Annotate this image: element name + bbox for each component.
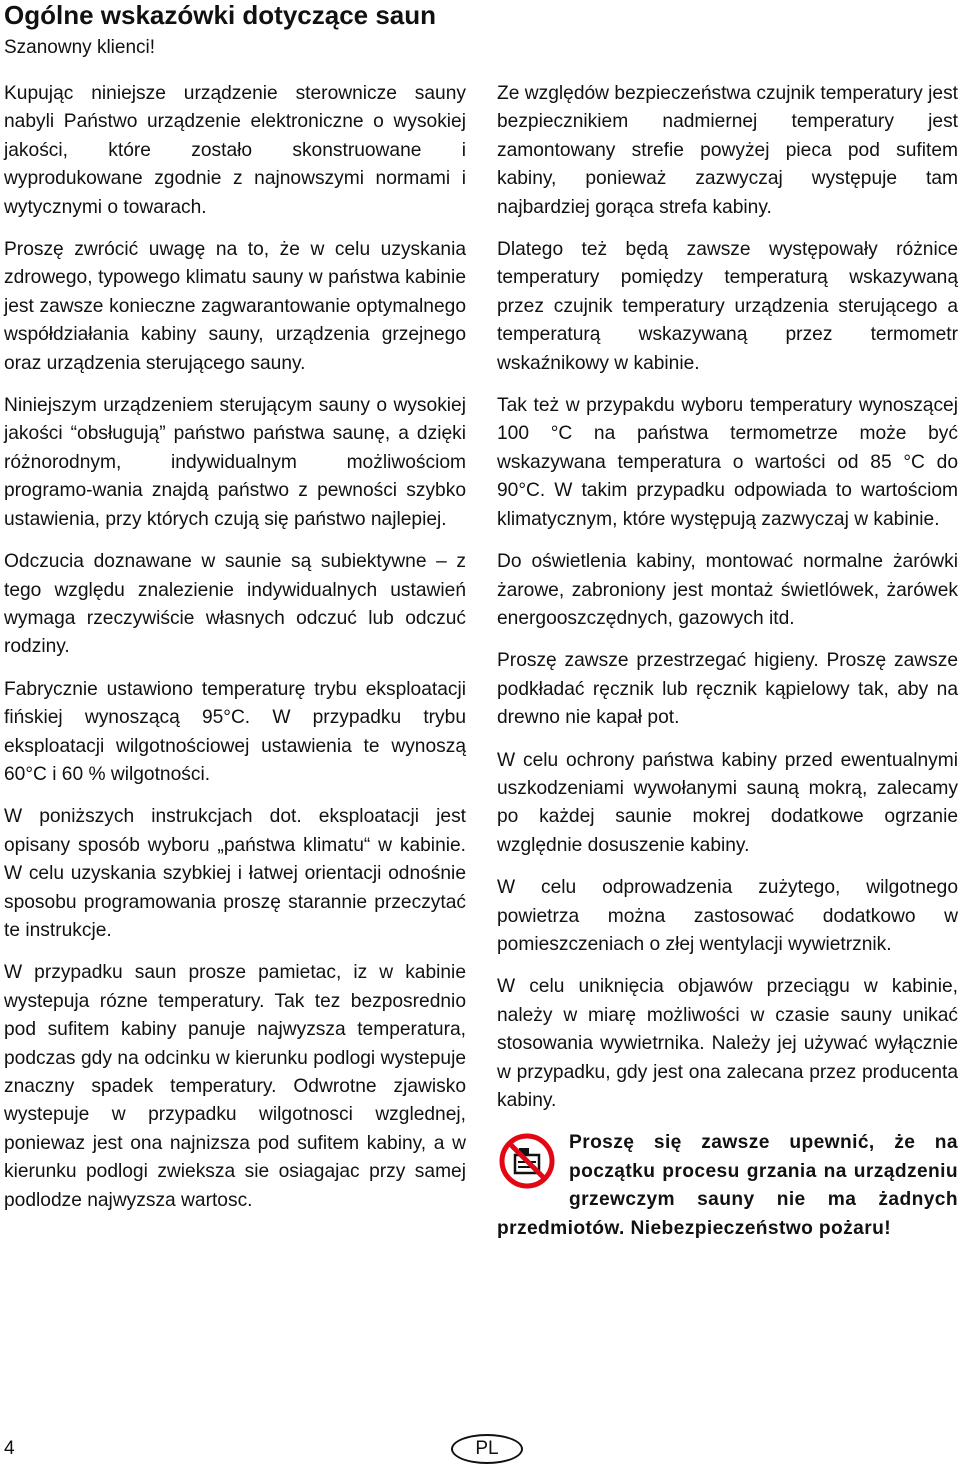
paragraph: W celu odprowadzenia zużytego, wilgotnego powietrza można zastosować dodatkowo w pomieszczeniach o złej wentylacji wywietrznik. — [497, 877, 958, 955]
paragraph: W poniższych instrukcjach dot. eksploatacji jest opisany sposób wyboru „państwa klimatu“ w kabinie. W celu uzyskania szybkiej i łatwej orientacji odnośnie sposobu programowania proszę starannie przeczytać te instrukcje. — [4, 806, 466, 941]
paragraph: W celu ochrony państwa kabiny przed ewentualnymi uszkodzeniami wywołanymi sauną mokrą, zalecamy po każdej saunie mokrej dodatkowe ogrzanie względnie dosuszenie kabiny. — [497, 749, 958, 856]
paragraph: Proszę zawsze przestrzegać higieny. Proszę zawsze podkładać ręcznik lub ręcznik kąpielowy tak, aby na drewno nie kapał pot. — [497, 650, 958, 729]
paragraph: Proszę zwrócić uwagę na to, że w celu uzyskania zdrowego, typowego klimatu sauny w państwa kabinie jest zawsze konieczne zagwarantowanie optymalnego współdziałania kabiny sauny, urządzenia grzejnego oraz urządzenia sterującego sauny. — [4, 239, 466, 374]
paragraph: Do oświetlenia kabiny, montować normalne żarówki żarowe, zabroniony jest montaż świetlówek, żarówek energooszczędnych, gazowych itd. — [497, 551, 958, 629]
paragraph: Ze względów bezpieczeństwa czujnik temperatury jest bezpiecznikiem nadmiernej temperatury jest zamontowany strefie powyżej pieca pod sufitem kabiny, ponieważ zazwyczaj występuje tam najbardziej gorąca strefa kabiny. — [497, 83, 958, 218]
paragraph: Niniejszym urządzeniem sterującym sauny o wysokiej jakości “obsługują” państwo państwa saunę, a dzięki różnorodnym, indywidualnym możliwościom programo-wania znajdą państwo z pewności szybko ustawienia, przy których czują się państwo najlepiej. — [4, 395, 466, 530]
no-objects-on-heater-prohibition-icon — [499, 1133, 555, 1189]
salutation: Szanowny klienci! — [4, 37, 156, 58]
page-number: 4 — [4, 1438, 15, 1459]
paragraph: W celu uniknięcia objawów przeciągu w kabinie, należy w miarę możliwości w czasie sauny unikać stosowania wywietrnika. Należy jej używać wyłącznie w przypadku, gdy jest ona zalecana przez producenta kabiny. — [497, 976, 958, 1111]
paragraph: W przypadku saun prosze pamietac, iz w kabinie wystepuja rózne temperatury. Tak tez bezposrednio pod sufitem kabiny panuje najwyzsza temperatura, podczas gdy na odcinku w kierunku podlogi wystepuje znaczny spadek temperatury. Odwrotne zjawisko wystepuje w przypadku wilgotnosci wzglednej, poniewaz jest ona najnizsza pod sufitem kabiny, a w kierunku podlogi zwieksza sie osiagajac przy samej podlodze najwyzsza wartosc. — [4, 962, 466, 1211]
warning-text: Proszę się zawsze upewnić, że na początku procesu grzania na urządzeniu grzewczym sauny nie ma żadnych przedmiotów. Niebezpieczeństwo pożaru! — [497, 1132, 958, 1239]
paragraph: Dlatego też będą zawsze występowały różnice temperatury pomiędzy temperaturą wskazywaną przez czujnik temperatury urządzenia sterującego a temperaturą wskazywaną przez termometr wskaźnikowy w kabinie. — [497, 239, 958, 374]
left-column — [4, 80, 466, 1229]
paragraph: Odczucia doznawane w saunie są subiektywne – z tego względu znalezienie indywidualnych ustawień wymaga rzeczywiście własnych odczuć lub odczuć rodziny. — [4, 551, 466, 658]
language-badge: PL — [451, 1434, 523, 1464]
paragraph: Fabrycznie ustawiono temperaturę trybu eksploatacji fińskiej wynoszącą 95°C. W przypadku trybu eksploatacji wilgotnościowej ustawienia te wynoszą 60°C i 60 % wilgotności. — [4, 678, 466, 785]
right-column — [497, 80, 958, 1257]
page-title: Ogólne wskazówki dotyczące saun — [4, 0, 437, 30]
paragraph: Tak też w przypakdu wyboru temperatury wynoszącej 100 °C na państwa termometrze może być wskazywana temperatura o wartości od 85 °C do 90°C. W takim przypadku odpowiada to wartościom klimatycznym, które występują zazwyczaj w kabinie. — [497, 395, 958, 530]
paragraph: Kupując niniejsze urządzenie sterownicze sauny nabyli Państwo urządzenie elektroniczne o wysokiej jakości, które zostało skonstruowane i wyprodukowane zgodnie z najnowszymi normami i wytycznymi o towarach. — [4, 83, 466, 218]
fire-warning — [497, 1129, 958, 1243]
